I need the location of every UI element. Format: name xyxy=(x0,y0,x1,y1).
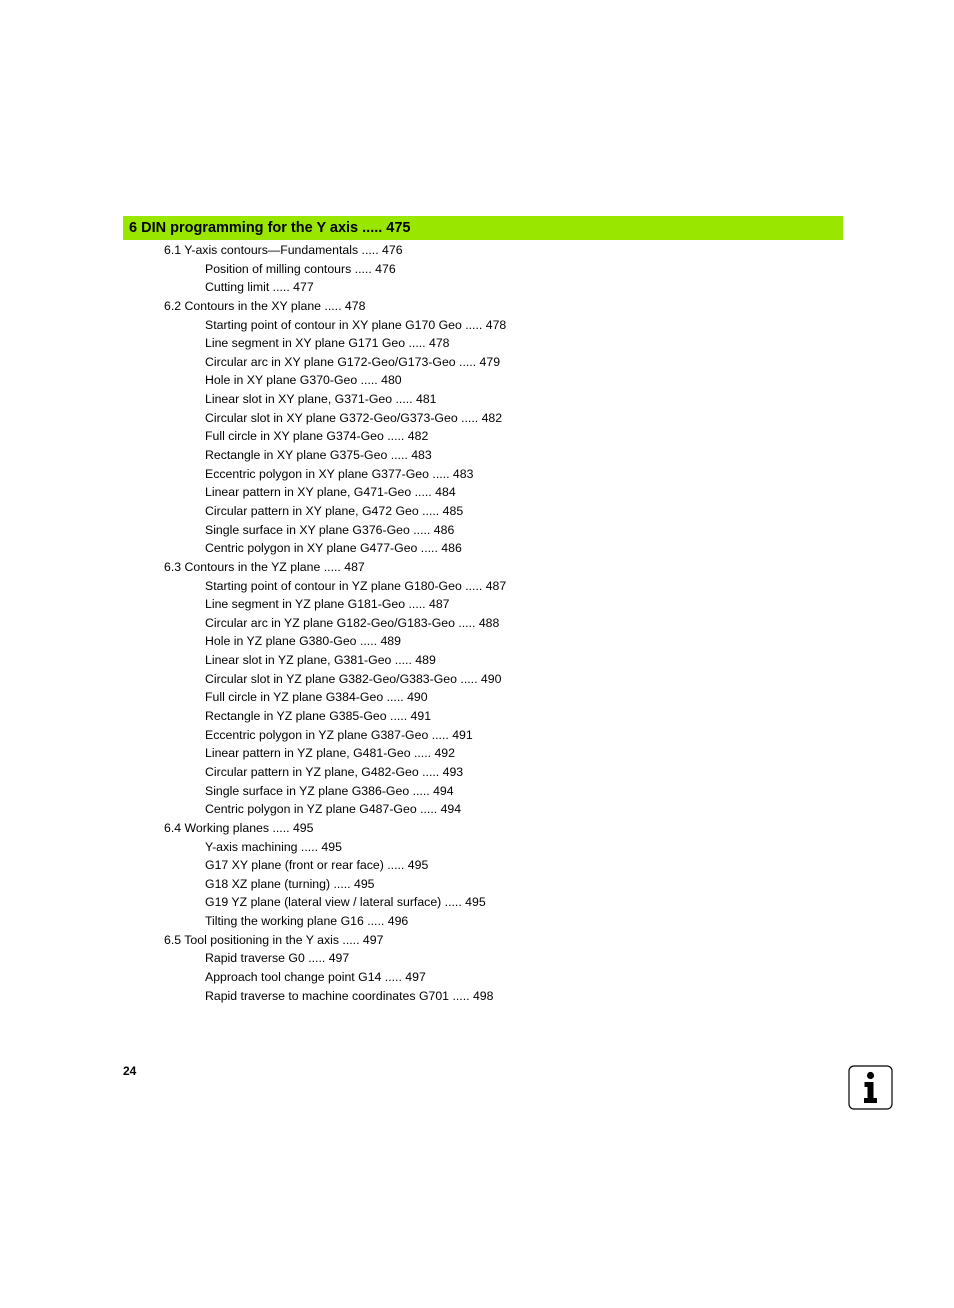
toc-entry[interactable]: Circular slot in YZ plane G382-Geo/G383-Geo ..... 490 xyxy=(205,671,502,686)
toc-entry[interactable]: Centric polygon in XY plane G477-Geo ..... 486 xyxy=(205,541,462,556)
toc-entry[interactable]: Linear pattern in XY plane, G471-Geo ..... 484 xyxy=(205,485,456,500)
toc-entry[interactable]: Centric polygon in YZ plane G487-Geo ..... 494 xyxy=(205,802,462,817)
info-icon[interactable] xyxy=(848,1065,893,1110)
toc-entry[interactable]: Circular arc in XY plane G172-Geo/G173-Geo ..... 479 xyxy=(205,354,501,369)
toc-entry[interactable]: G17 XY plane (front or rear face) ..... 495 xyxy=(205,858,429,873)
toc-entry[interactable]: Circular arc in YZ plane G182-Geo/G183-Geo ..... 488 xyxy=(205,615,500,630)
toc-entry[interactable]: Line segment in XY plane G171 Geo ..... 478 xyxy=(205,336,450,351)
toc-entry[interactable]: 6.4 Working planes ..... 495 xyxy=(164,820,314,835)
toc-entry[interactable]: Starting point of contour in YZ plane G180-Geo ..... 487 xyxy=(205,578,507,593)
toc-entry[interactable]: 6.5 Tool positioning in the Y axis ..... 497 xyxy=(164,932,384,947)
toc-entry[interactable]: Single surface in YZ plane G386-Geo ..... 494 xyxy=(205,783,454,798)
toc-entry[interactable]: Approach tool change point G14 ..... 497 xyxy=(205,969,426,984)
toc-entry[interactable]: Rectangle in YZ plane G385-Geo ..... 491 xyxy=(205,709,432,724)
toc-entry[interactable]: 6.1 Y-axis contours—Fundamentals ..... 476 xyxy=(164,243,403,257)
toc-entry[interactable]: Hole in YZ plane G380-Geo ..... 489 xyxy=(205,634,401,649)
toc-entry[interactable]: Rapid traverse to machine coordinates G701 ..... 498 xyxy=(205,988,494,1003)
toc-entry[interactable]: Starting point of contour in XY plane G170 Geo ..... 478 xyxy=(205,317,507,332)
toc-entry[interactable]: Cutting limit ..... 477 xyxy=(205,280,314,295)
page-number: 24 xyxy=(123,1064,137,1078)
toc-entry[interactable]: Single surface in XY plane G376-Geo ..... 486 xyxy=(205,522,455,537)
toc-entry[interactable]: Y-axis machining ..... 495 xyxy=(205,839,342,854)
toc-entry[interactable]: Circular slot in XY plane G372-Geo/G373-Geo ..... 482 xyxy=(205,410,503,425)
toc-entry[interactable]: 6.3 Contours in the YZ plane ..... 487 xyxy=(164,559,365,574)
toc-entry[interactable]: Hole in XY plane G370-Geo ..... 480 xyxy=(205,373,402,388)
toc-entry[interactable]: Rapid traverse G0 ..... 497 xyxy=(205,951,350,966)
toc-entry[interactable]: 6.2 Contours in the XY plane ..... 478 xyxy=(164,298,366,313)
toc-entry[interactable]: Position of milling contours ..... 476 xyxy=(205,261,396,276)
toc-entry[interactable]: Eccentric polygon in YZ plane G387-Geo ..... 491 xyxy=(205,727,473,742)
toc-entry[interactable]: Tilting the working plane G16 ..... 496 xyxy=(205,914,409,929)
toc-entry[interactable]: Full circle in YZ plane G384-Geo ..... 490 xyxy=(205,690,428,705)
toc-entry[interactable]: Linear slot in XY plane, G371-Geo ..... 481 xyxy=(205,392,437,407)
chapter-heading[interactable]: 6 DIN programming for the Y axis ..... 475 xyxy=(123,216,843,240)
toc-entry[interactable]: Full circle in XY plane G374-Geo ..... 482 xyxy=(205,429,429,444)
toc-entry[interactable]: G18 XZ plane (turning) ..... 495 xyxy=(205,876,375,891)
toc-entry[interactable]: G19 YZ plane (lateral view / lateral surface) ..... 495 xyxy=(205,895,486,910)
table-of-contents xyxy=(0,241,954,1005)
toc-entry[interactable]: Circular pattern in XY plane, G472 Geo ..... 485 xyxy=(205,503,464,518)
toc-entry[interactable]: Rectangle in XY plane G375-Geo ..... 483 xyxy=(205,448,432,463)
toc-entry[interactable]: Circular pattern in YZ plane, G482-Geo ..... 493 xyxy=(205,764,464,779)
toc-entry[interactable]: Linear slot in YZ plane, G381-Geo ..... 489 xyxy=(205,653,436,668)
toc-entry[interactable]: Eccentric polygon in XY plane G377-Geo ..... 483 xyxy=(205,466,474,481)
toc-entry[interactable]: Line segment in YZ plane G181-Geo ..... 487 xyxy=(205,597,450,612)
toc-entry[interactable]: Linear pattern in YZ plane, G481-Geo ..... 492 xyxy=(205,746,455,761)
